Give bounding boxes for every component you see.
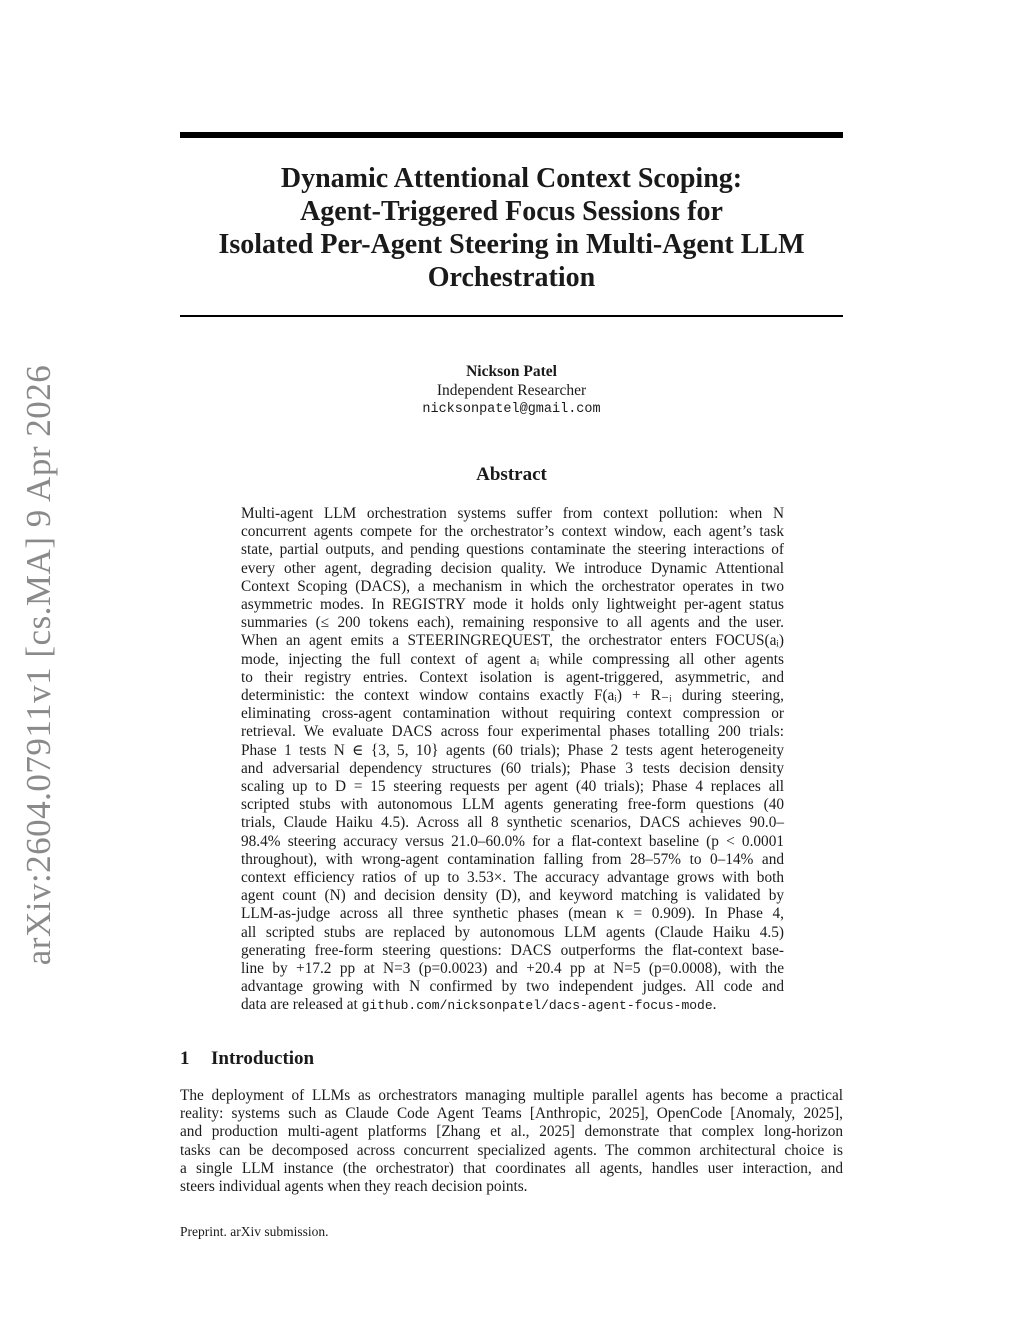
abstract-last-line-end: . <box>712 996 717 1014</box>
page-footer: Preprint. arXiv submission. <box>180 1224 329 1239</box>
text-line: When an agent emits a STEERINGREQUEST, the orchestrator enters FOCUS(aᵢ) <box>241 632 784 650</box>
code-repository-link[interactable]: github.com/nicksonpatel/dacs-agent-focus-mode <box>361 998 713 1014</box>
introduction-body <box>180 1087 843 1196</box>
text-line: LLM-as-judge across all three synthetic phases (mean κ = 0.909). In Phase 4, <box>241 905 784 923</box>
text-line: all scripted stubs are replaced by autonomous LLM agents (Claude Haiku 4.5) <box>241 923 784 941</box>
text-line: throughout), with wrong-agent contamination falling from 28–57% to 0–14% and <box>241 850 784 868</box>
text-line: every other agent, degrading decision quality. We introduce Dynamic Attentional <box>241 559 784 577</box>
text-line: state, partial outputs, and pending questions contaminate the steering interactions of <box>241 541 784 559</box>
text-line: trials, Claude Haiku 4.5). Across all 8 synthetic scenarios, DACS achieves 90.0– <box>241 814 784 832</box>
abstract-last-line-text: data are released at <box>241 996 362 1014</box>
text-line: a single LLM instance (the orchestrator) that coordinates all agents, handles user interaction, and <box>180 1159 843 1177</box>
section-heading-introduction <box>180 1048 843 1070</box>
arxiv-identifier[interactable]: arXiv:2604.07911v1 [cs.MA] 9 Apr 2026 <box>19 364 59 966</box>
text-line: reality: systems such as Claude Code Agent Teams [Anthropic, 2025], OpenCode [Anomaly, 2025], <box>180 1105 843 1123</box>
text-line: mode, injecting the full context of agent aᵢ while compressing all other agents <box>241 650 784 668</box>
paper-title <box>180 162 843 294</box>
title-line: Agent-Triggered Focus Sessions for <box>300 196 723 227</box>
title-line: Isolated Per-Agent Steering in Multi-Agent LLM <box>218 229 805 260</box>
text-line: line by +17.2 pp at N=3 (p=0.0023) and +20.4 pp at N=5 (p=0.0008), with the <box>241 960 784 978</box>
text-line: and adversarial dependency structures (60 trials); Phase 3 tests decision density <box>241 759 784 777</box>
title-line: Orchestration <box>427 262 596 293</box>
text-line: generating free-form steering questions: DACS outperforms the flat-context base- <box>241 941 784 959</box>
text-line: steers individual agents when they reach decision points. <box>180 1178 528 1196</box>
text-line: Context Scoping (DACS), a mechanism in which the orchestrator operates in two <box>241 577 784 595</box>
abstract-last-line <box>241 996 784 1015</box>
section-number: 1 <box>180 1048 190 1069</box>
text-line: retrieval. We evaluate DACS across four experimental phases totalling 200 trials: <box>241 723 784 741</box>
text-line: scaling up to D = 15 steering requests per agent (40 trials); Phase 4 replaces all <box>241 778 784 796</box>
text-line: deterministic: the context window contains exactly F(aᵢ) + R₋ᵢ during steering, <box>241 687 784 705</box>
text-line: eliminating cross-agent contamination without requiring context compression or <box>241 705 784 723</box>
author-name: Nickson Patel <box>466 363 557 380</box>
abstract-heading: Abstract <box>476 464 547 485</box>
text-line: The deployment of LLMs as orchestrators managing multiple parallel agents has become a practical <box>180 1087 843 1104</box>
text-line: to their registry entries. Context isolation is agent-triggered, asymmetric, and <box>241 668 784 686</box>
text-line: and production multi-agent platforms [Zhang et al., 2025] demonstrate that complex long-horizon <box>180 1123 843 1141</box>
title-line: Dynamic Attentional Context Scoping: <box>280 163 743 194</box>
text-line: summaries (≤ 200 tokens each), remaining responsive to all agents and the user. <box>241 614 784 632</box>
text-line: advantage growing with N confirmed by two independent judges. All code and <box>241 978 784 996</box>
text-line: 98.4% steering accuracy versus 21.0–60.0% for a flat-context baseline (p < 0.0001 <box>241 832 784 850</box>
text-line: concurrent agents compete for the orchestrator’s context window, each agent’s task <box>241 523 784 541</box>
arxiv-sidebar <box>8 364 70 966</box>
abstract-body <box>241 505 784 1016</box>
text-line: Phase 1 tests N ∈ {3, 5, 10} agents (60 trials); Phase 2 tests agent heterogeneity <box>241 741 784 759</box>
text-line: scripted stubs with autonomous LLM agents generating free-form questions (40 <box>241 796 784 814</box>
text-line: agent count (N) and decision density (D), and keyword matching is validated by <box>241 887 784 905</box>
text-line: asymmetric modes. In REGISTRY mode it holds only lightweight per-agent status <box>241 596 784 614</box>
text-line: tasks can be decomposed across concurrent specialized agents. The common architectural choice is <box>180 1141 843 1159</box>
author-email[interactable]: nicksonpatel@gmail.com <box>422 402 601 417</box>
text-line: context efficiency ratios of up to 3.53×. The accuracy advantage grows with both <box>241 869 784 887</box>
title-bottom-rule <box>180 315 843 317</box>
author-block <box>180 362 843 419</box>
author-affiliation: Independent Researcher <box>436 382 587 399</box>
text-line: Multi-agent LLM orchestration systems suffer from context pollution: when N <box>241 505 784 522</box>
section-title: Introduction <box>211 1048 315 1069</box>
title-top-rule <box>180 132 843 138</box>
